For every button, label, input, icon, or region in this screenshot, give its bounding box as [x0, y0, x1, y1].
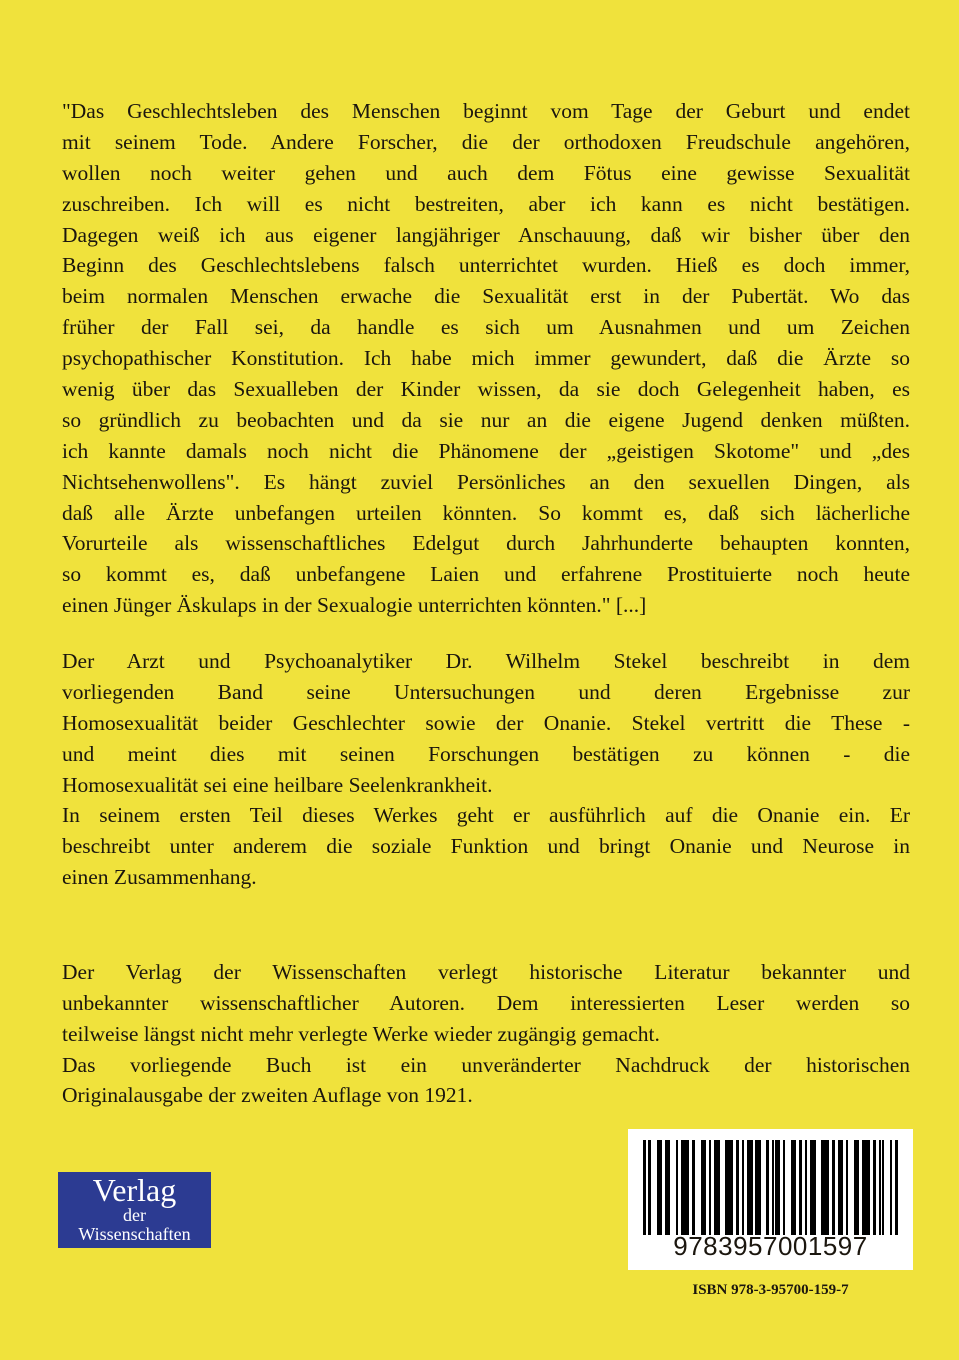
- text-line: daß alle Ärzte unbefangen urteilen könnten. So kommt es, daß sich lächerliche: [62, 500, 910, 525]
- description-paragraph: [62, 646, 910, 893]
- text-line: früher der Fall sei, da handle es sich um Ausnahmen und um Zeichen: [62, 315, 910, 340]
- text-line: Originalausgabe der zweiten Auflage von 1921.: [62, 1083, 473, 1108]
- barcode-bar: [857, 1140, 860, 1235]
- barcode-bars: [643, 1140, 898, 1235]
- barcode-bar: [794, 1140, 797, 1235]
- barcode-bar: [895, 1140, 898, 1235]
- publisher-logo: [58, 1172, 211, 1248]
- text-line: Dagegen weiß ich aus eigener langjähriger Anschauung, daß wir bisher über den: [62, 222, 910, 247]
- barcode-bar: [659, 1140, 662, 1235]
- text-line: Der Arzt und Psychoanalytiker Dr. Wilhelm Stekel beschreibt in dem: [62, 649, 910, 673]
- barcode-bar: [840, 1140, 843, 1235]
- barcode-bar: [648, 1140, 651, 1235]
- barcode: [628, 1129, 913, 1270]
- logo-line-der: der: [123, 1205, 146, 1225]
- text-line: psychopathischer Konstitution. Ich habe mich immer gewundert, daß die Ärzte so: [62, 346, 910, 371]
- text-line: unbekannter wissenschaftlicher Autoren. Dem interessierten Leser werden so: [62, 990, 910, 1015]
- barcode-bar: [676, 1140, 679, 1235]
- text-line: beim normalen Menschen erwache die Sexualität erst in der Pubertät. Wo das: [62, 284, 910, 309]
- text-line: vorliegenden Band seine Untersuchungen und deren Ergebnisse zur: [62, 679, 910, 704]
- text-line: Homosexualität sei eine heilbare Seelenkrankheit.: [62, 772, 493, 797]
- text-line: [62, 926, 910, 957]
- barcode-bar: [709, 1140, 712, 1235]
- quote-paragraph: [62, 96, 910, 621]
- barcode-bar: [827, 1140, 830, 1235]
- barcode-bar: [717, 1140, 720, 1235]
- barcode-bar: [668, 1140, 671, 1235]
- barcode-digits: 9783957001597: [673, 1231, 868, 1261]
- barcode-bar: [832, 1140, 835, 1235]
- barcode-bar: [805, 1140, 808, 1235]
- text-line: einen Zusammenhang.: [62, 865, 257, 890]
- text-line: Vorurteile als wissenschaftliches Edelgut durch Jahrhunderte behaupten konnten,: [62, 531, 910, 556]
- barcode-bar: [873, 1140, 876, 1235]
- text-line: Beginn des Geschlechtslebens falsch unterrichtet wurden. Hieß es doch immer,: [62, 253, 910, 278]
- barcode-bar: [882, 1140, 885, 1235]
- text-line: mit seinem Tode. Andere Forscher, die der orthodoxen Freudschule angehören,: [62, 129, 910, 154]
- text-line: so kommt es, daß unbefangene Laien und erfahrene Prostituierte noch heute: [62, 562, 910, 587]
- barcode-bar: [868, 1140, 871, 1235]
- barcode-bar: [692, 1140, 695, 1235]
- barcode-bar: [687, 1140, 690, 1235]
- isbn-label: ISBN 978-3-95700-159-7: [692, 1282, 849, 1298]
- text-line: ich kannte damals noch nicht die Phänomene der „geistigen Skotome" und „des: [62, 438, 910, 463]
- barcode-bar: [846, 1140, 849, 1235]
- publisher-paragraph: [62, 926, 910, 1111]
- barcode-bar: [758, 1140, 761, 1235]
- text-line: Homosexualität beider Geschlechter sowie der Onanie. Stekel vertritt die These -: [62, 710, 910, 735]
- barcode-bar: [799, 1140, 802, 1235]
- text-line: Nichtsehenwollens". Es hängt zuviel Persönliches an den sexuellen Dingen, als: [62, 469, 910, 494]
- barcode-bar: [890, 1140, 893, 1235]
- text-line: Der Verlag der Wissenschaften verlegt historische Literatur bekannter und: [62, 959, 910, 984]
- text-line: wenig über das Sexualleben der Kinder wissen, da sie doch Gelegenheit haben, es: [62, 377, 910, 402]
- barcode-bar: [750, 1140, 753, 1235]
- barcode-bar: [742, 1140, 745, 1235]
- logo-line-verlag: Verlag: [92, 1172, 177, 1208]
- text-line: Das vorliegende Buch ist ein unveränderter Nachdruck der historischen: [62, 1052, 910, 1077]
- barcode-bar: [777, 1140, 780, 1235]
- barcode-bar: [736, 1140, 739, 1235]
- barcode-bar: [703, 1140, 706, 1235]
- text-line: zuschreiben. Ich will es nicht bestreiten, aber ich kann es nicht bestätigen.: [62, 191, 910, 216]
- text-line: teilweise längst nicht mehr verlegte Werke wieder zugängig gemacht.: [62, 1021, 660, 1046]
- barcode-bar: [783, 1140, 786, 1235]
- logo-line-wissenschaften: Wissenschaften: [78, 1224, 191, 1244]
- text-line: "Das Geschlechtsleben des Menschen beginnt vom Tage der Geburt und endet: [62, 99, 910, 123]
- text-line: wollen noch weiter gehen und auch dem Fötus eine gewisse Sexualität: [62, 160, 910, 185]
- barcode-bar: [813, 1140, 816, 1235]
- barcode-bar: [731, 1140, 734, 1235]
- text-line: In seinem ersten Teil dieses Werkes geht er ausführlich auf die Onanie ein. Er: [62, 803, 910, 828]
- text-line: und meint dies mit seinen Forschungen bestätigen zu können - die: [62, 741, 910, 766]
- text-line: beschreibt unter anderem die soziale Funktion und bringt Onanie und Neurose in: [62, 834, 910, 859]
- text-line: einen Jünger Äskulaps in der Sexualogie unterrichten könnten." [...]: [62, 593, 647, 618]
- barcode-bar: [643, 1140, 646, 1235]
- barcode-bar: [766, 1140, 769, 1235]
- text-line: so gründlich zu beobachten und da sie nur an die eigene Jugend denken müßten.: [62, 407, 910, 432]
